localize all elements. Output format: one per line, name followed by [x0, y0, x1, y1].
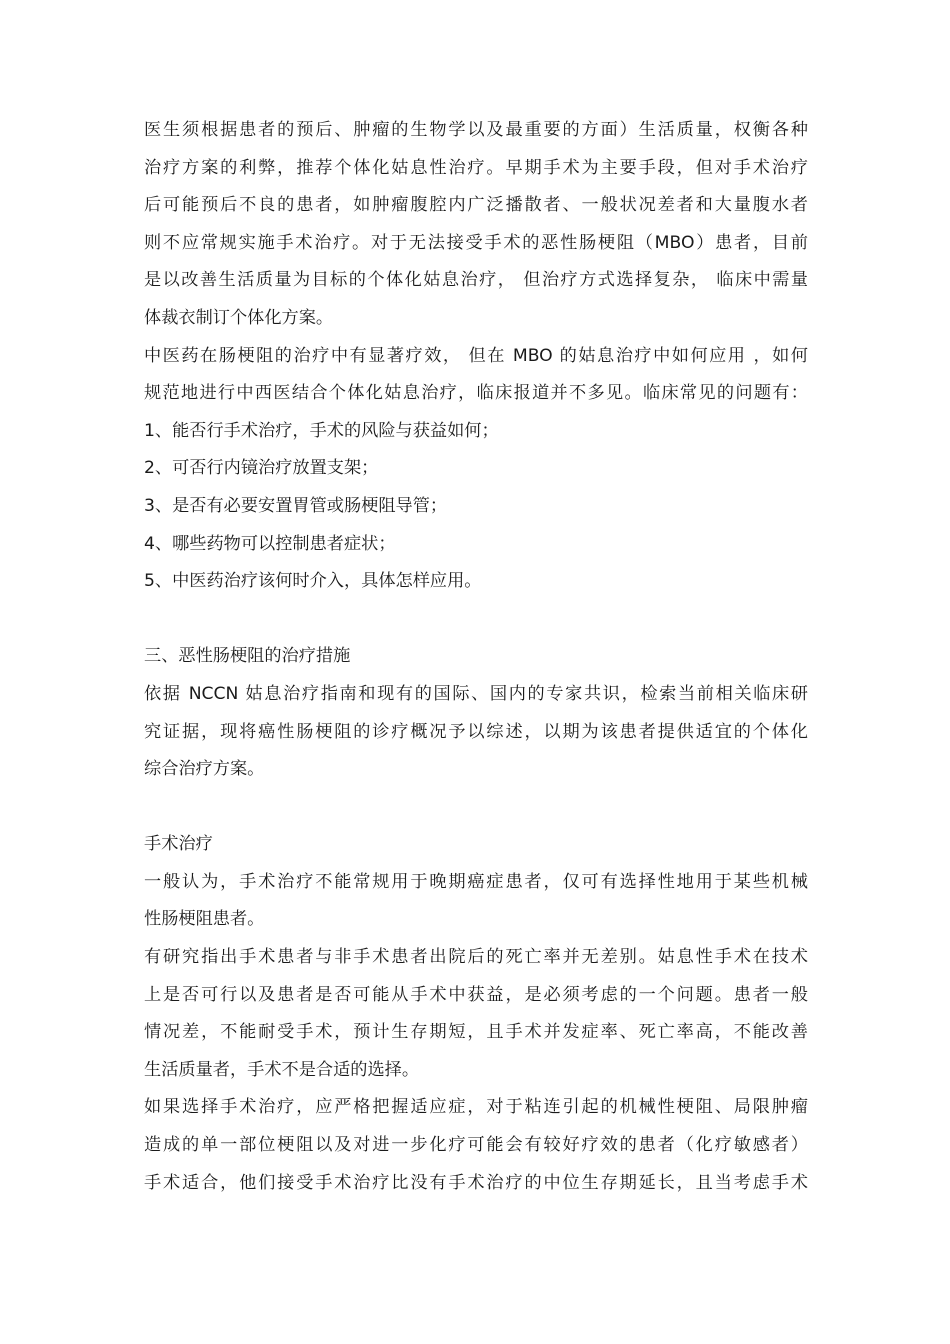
tcm-line: 中医药在肠梗阻的治疗中有显著疗效， 但在 MBO 的姑息治疗中如何应用 ，如何 — [144, 345, 808, 366]
surgery-line: 性肠梗阻患者。 — [144, 909, 265, 930]
intro-line: 治疗方案的利弊，推荐个体化姑息性治疗。早期手术为主要手段，但对手术治疗 — [144, 157, 808, 178]
section-line: 综合治疗方案。 — [144, 759, 265, 780]
document-page — [144, 112, 808, 1202]
subsection-heading: 手术治疗 — [144, 834, 213, 855]
question-item: 5、中医药治疗该何时介入，具体怎样应用。 — [144, 571, 482, 592]
surgery-line: 手术适合，他们接受手术治疗比没有手术治疗的中位生存期延长，且当考虑手术 — [144, 1172, 808, 1193]
tcm-line: 规范地进行中西医结合个体化姑息治疗，临床报道并不多见。临床常见的问题有： — [144, 383, 808, 404]
question-item: 4、哪些药物可以控制患者症状； — [144, 533, 396, 554]
question-item: 2、可否行内镜治疗放置支架； — [144, 458, 379, 479]
surgery-line: 有研究指出手术患者与非手术患者出院后的死亡率并无差别。姑息性手术在技术 — [144, 947, 808, 968]
blank-line — [144, 601, 808, 639]
section-line: 依据 NCCN 姑息治疗指南和现有的国际、国内的专家共识，检索当前相关临床研 — [144, 683, 808, 704]
intro-line: 体裁衣制订个体化方案。 — [144, 307, 334, 328]
intro-line: 则不应常规实施手术治疗。对于无法接受手术的恶性肠梗阻（MBO）患者，目前 — [144, 232, 808, 253]
surgery-line: 生活质量者，手术不是合适的选择。 — [144, 1059, 420, 1080]
intro-line: 后可能预后不良的患者，如肿瘤腹腔内广泛播散者、一般状况差者和大量腹水者 — [144, 195, 808, 216]
surgery-line: 情况差，不能耐受手术，预计生存期短，且手术并发症率、死亡率高，不能改善 — [144, 1022, 808, 1043]
section-heading: 三、恶性肠梗阻的治疗措施 — [144, 646, 351, 667]
surgery-line: 上是否可行以及患者是否可能从手术中获益，是必须考虑的一个问题。患者一般 — [144, 984, 808, 1005]
section-line: 究证据，现将癌性肠梗阻的诊疗概况予以综述，以期为该患者提供适宜的个体化 — [144, 721, 808, 742]
intro-line: 是以改善生活质量为目标的个体化姑息治疗， 但治疗方式选择复杂， 临床中需量 — [144, 270, 808, 291]
intro-line: 医生须根据患者的预后、肿瘤的生物学以及最重要的方面）生活质量，权衡各种 — [144, 120, 808, 140]
surgery-line: 一般认为，手术治疗不能常规用于晚期癌症患者，仅可有选择性地用于某些机械 — [144, 871, 808, 892]
question-item: 1、能否行手术治疗，手术的风险与获益如何； — [144, 420, 499, 441]
surgery-line: 造成的单一部位梗阻以及对进一步化疗可能会有较好疗效的患者（化疗敏感者） — [144, 1135, 808, 1156]
blank-line — [144, 789, 808, 827]
question-item: 3、是否有必要安置胃管或肠梗阻导管； — [144, 495, 448, 516]
surgery-line: 如果选择手术治疗，应严格把握适应症，对于粘连引起的机械性梗阻、局限肿瘤 — [144, 1097, 808, 1118]
